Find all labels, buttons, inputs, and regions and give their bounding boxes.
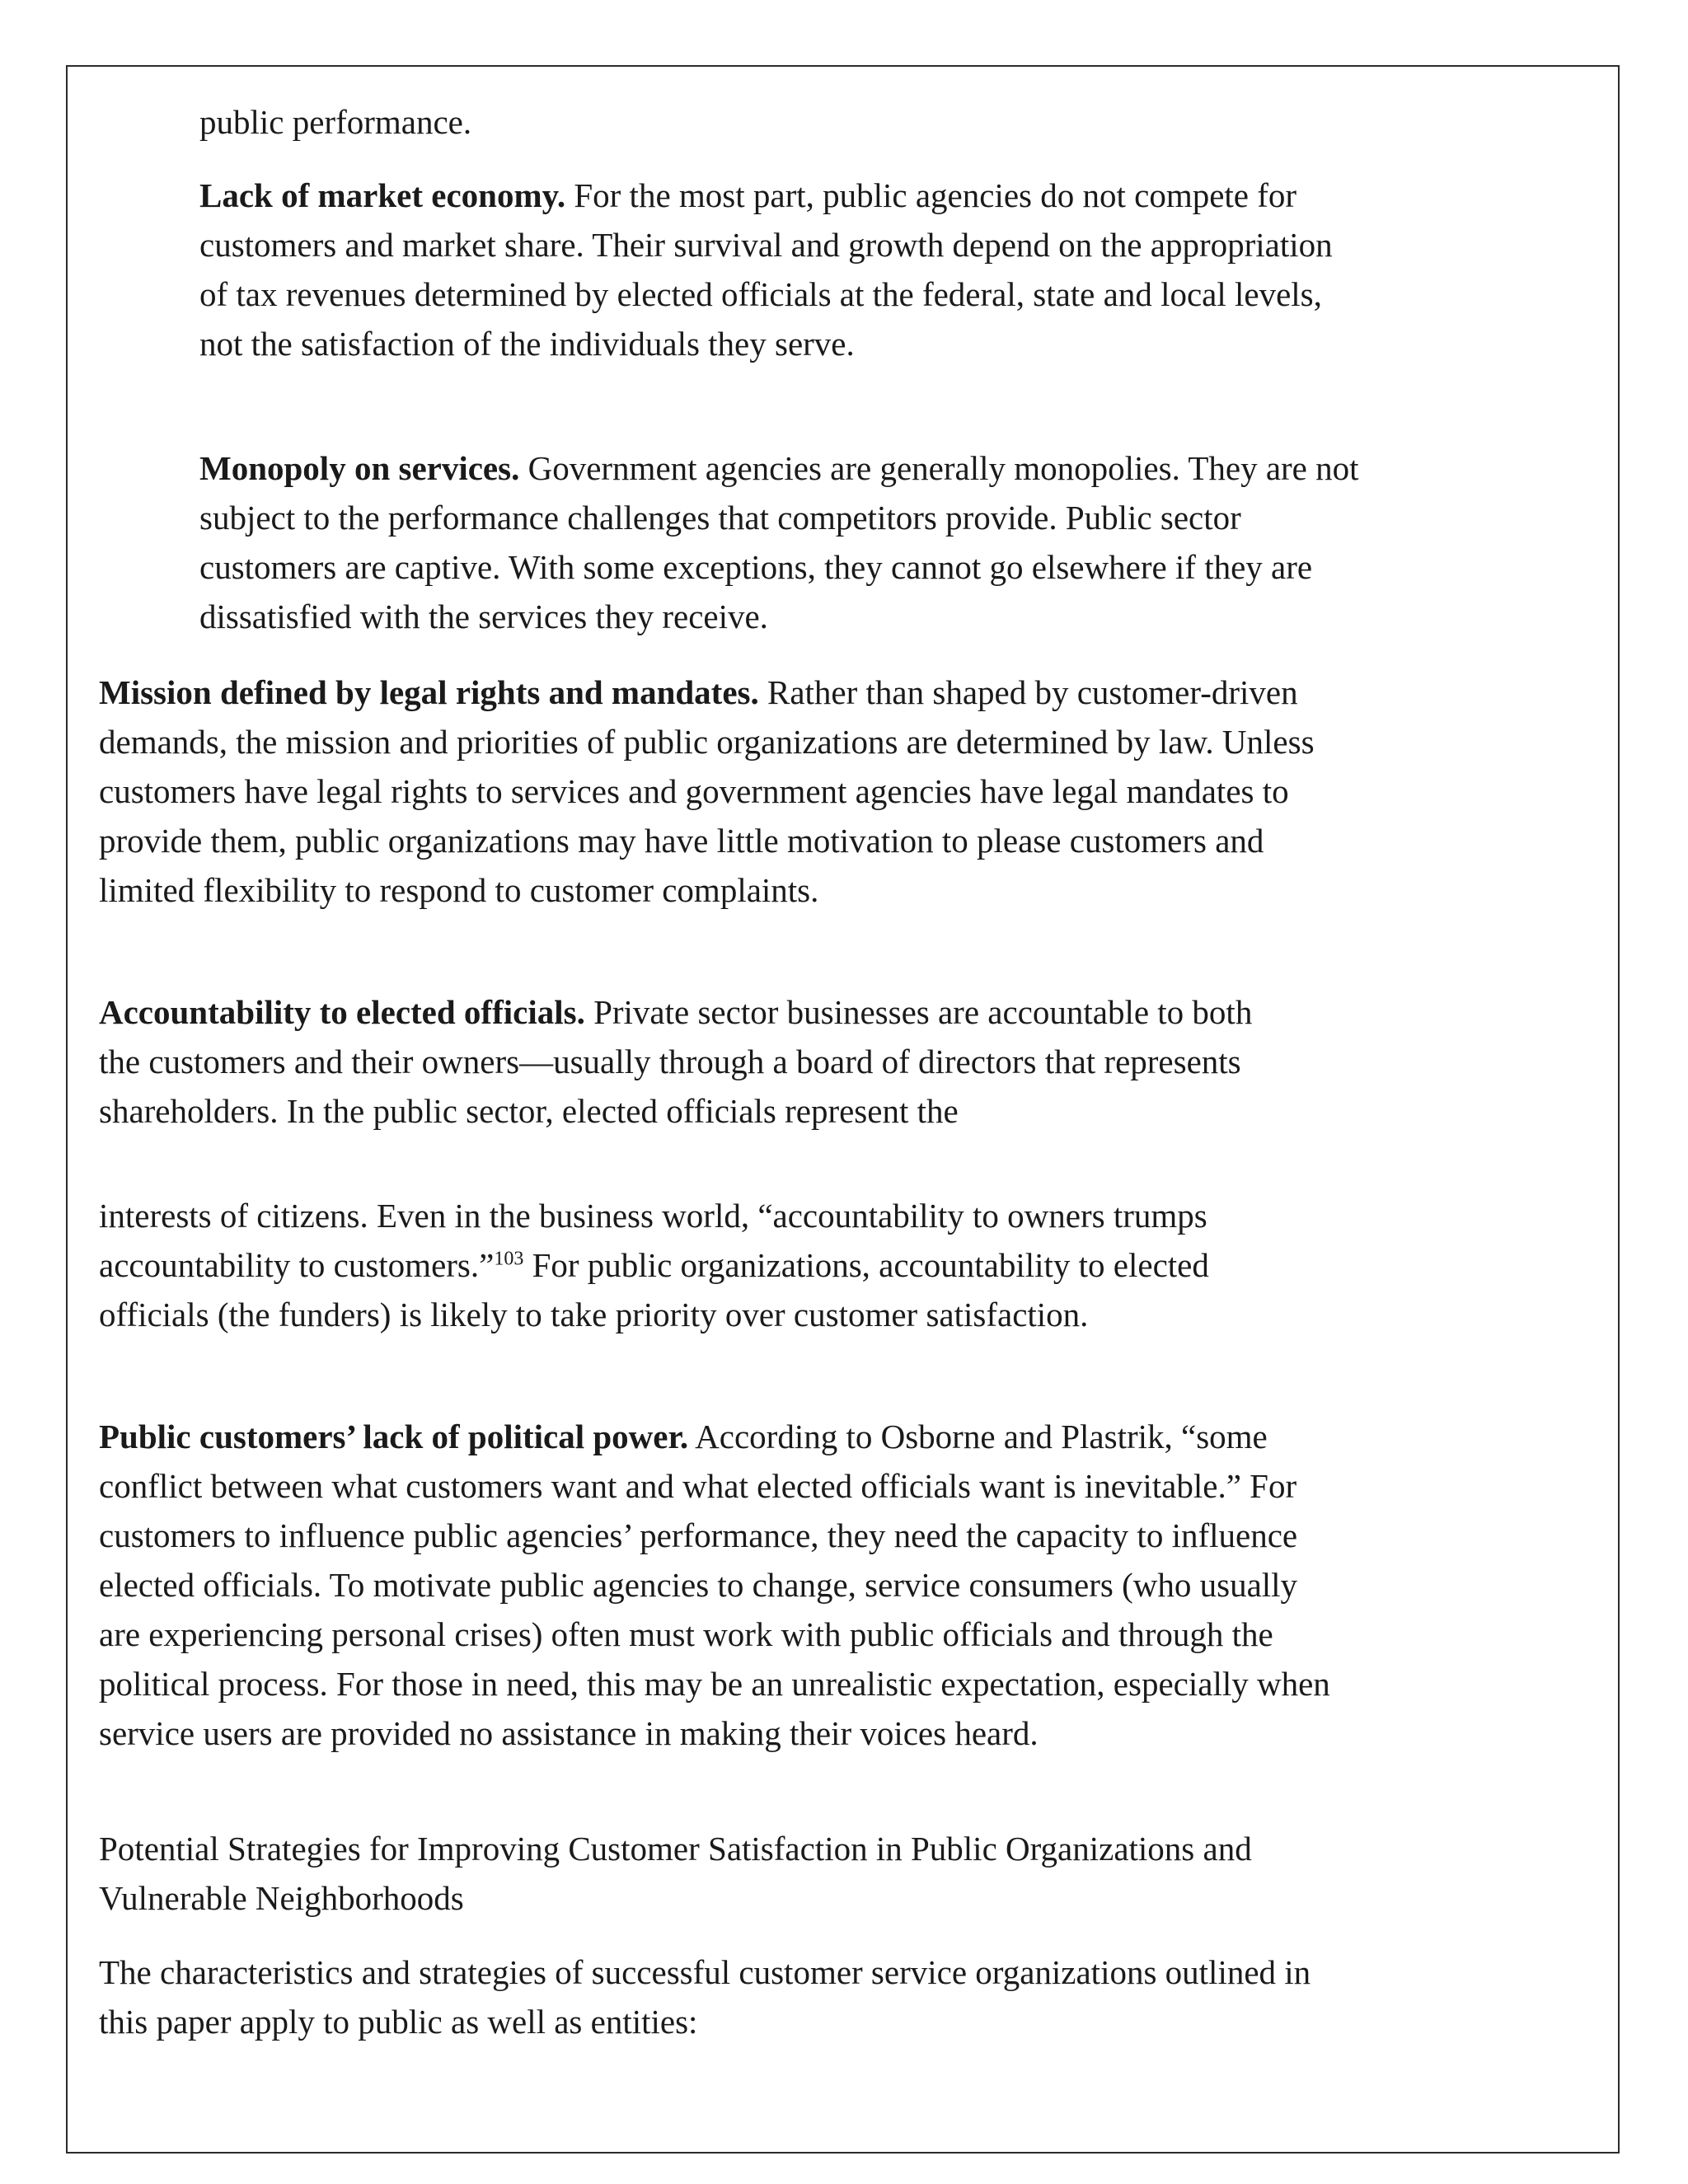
heading-lack-of-market-economy: Lack of market economy.	[199, 176, 566, 214]
section-title-text: Potential Strategies for Improving Customer Satisfaction in Public Organizations and Vulnerable Neighborhoods	[99, 1830, 1252, 1917]
body-mission-defined: Rather than shaped by customer-driven demands, the mission and priorities of public organizations are determined by law. Unless customers have legal rights to services and government agencies have legal mandates to provide them, public organizations may have little motivation to please customers and limited flexibility to respond to customer complaints.	[99, 673, 1315, 909]
body-lack-of-market-economy: For the most part, public agencies do not compete for customers and market share. Their survival and growth depend on the appropriation of tax revenues determined by elected officials at the federal, state and local levels, not the satisfaction of the individuals they serve.	[199, 176, 1333, 363]
continuation-text: public performance.	[199, 103, 472, 141]
paragraph-characteristics	[99, 1947, 1360, 2046]
heading-monopoly-on-services: Monopoly on services.	[199, 449, 520, 487]
paragraph-lack-of-market-economy	[199, 171, 1353, 368]
paragraph-continuation	[199, 97, 1353, 147]
body-characteristics: The characteristics and strategies of successful customer service organizations outlined in this paper apply to public as well as entities:	[99, 1953, 1311, 2041]
heading-accountability: Accountability to elected officials.	[99, 993, 585, 1031]
paragraph-accountability	[99, 987, 1269, 1136]
body-public-customers-lack-power: According to Osborne and Plastrik, “some conflict between what customers want and what elected officials want is inevitable.” For customers to influence public agencies’ performance, they need the capacity to influence elected officials. To motivate public agencies to change, service consumers (who usually are experiencing personal crises) often must work with public officials and through the political process. For those in need, this may be an unrealistic expectation, especially when service users are provided no assistance in making their voices heard.	[99, 1418, 1330, 1752]
section-title	[99, 1824, 1352, 1923]
body-accountability-part-b: interests of citizens. Even in the business world, “accountability to owners trumps accountability to customers.”	[99, 1197, 1207, 1284]
paragraph-mission-defined	[99, 668, 1352, 915]
heading-mission-defined: Mission defined by legal rights and mandates.	[99, 673, 759, 711]
paragraph-public-customers-lack-power	[99, 1412, 1342, 1758]
heading-public-customers-lack-power: Public customers’ lack of political power.	[99, 1418, 689, 1455]
paragraph-accountability-continued	[99, 1191, 1306, 1339]
paragraph-monopoly-on-services	[199, 443, 1381, 641]
body-monopoly-on-services: Government agencies are generally monopolies. They are not subject to the performance challenges that competitors provide. Public sector customers are captive. With some exceptions, they cannot go elsewhere if they are dissatisfied with the services they receive.	[199, 449, 1359, 635]
body-accountability-part-a: Private sector businesses are accountable to both the customers and their owners—usually through a board of directors that represents shareholders. In the public sector, elected officials represent the	[99, 993, 1253, 1130]
body-accountability-part-c: For public organizations, accountability to elected officials (the funders) is likely to take priority over customer satisfaction.	[99, 1246, 1209, 1333]
footnote-marker-103: 103	[494, 1248, 524, 1270]
